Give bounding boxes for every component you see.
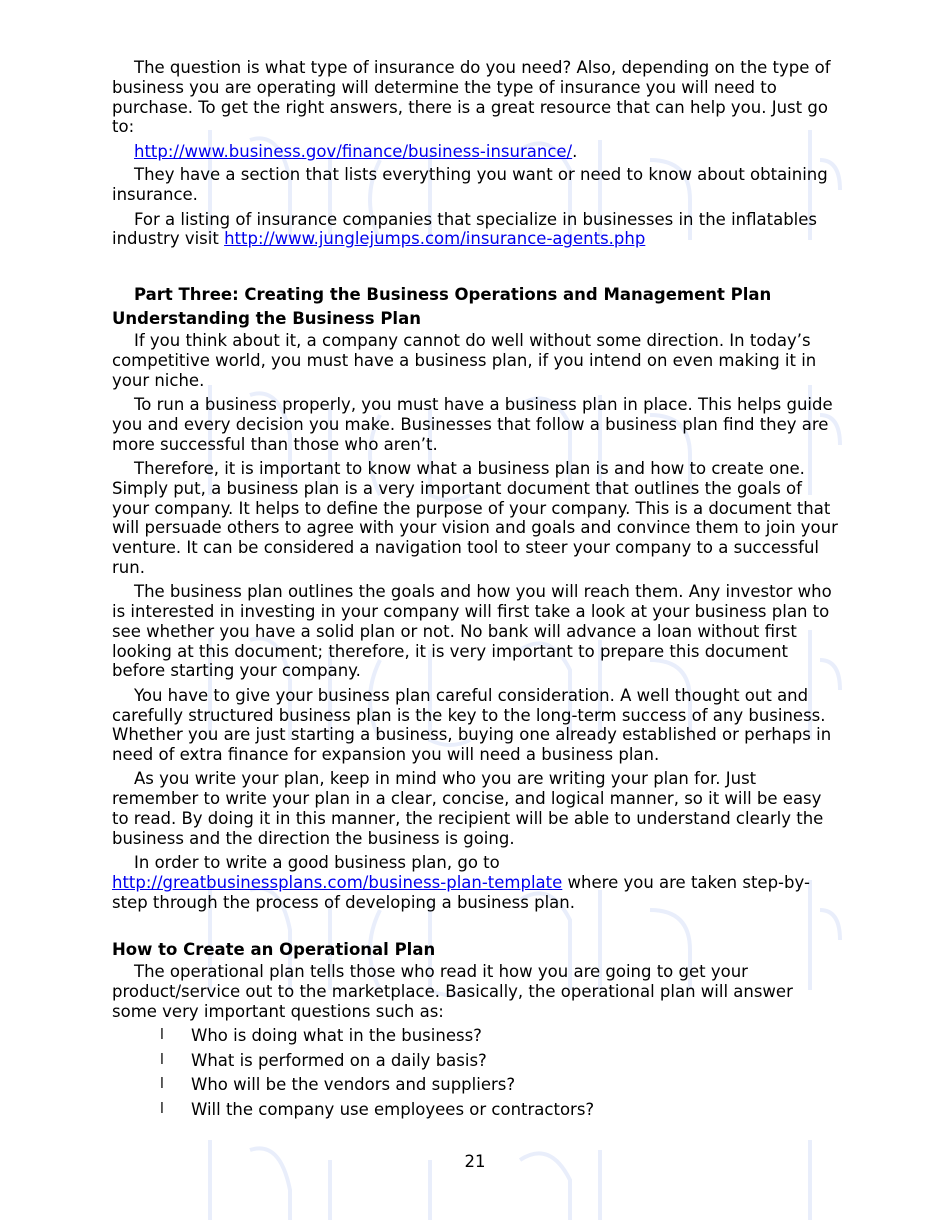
insurance-section-paragraph: They have a section that lists everything you want or need to know about obtaining insurance. — [112, 165, 828, 205]
business-plan-paragraph: To run a business properly, you must have a business plan in place. This helps guide you and every decision you make. Businesses that follow a business plan find they are more successful than those who aren’t. — [112, 395, 833, 454]
template-paragraph — [112, 853, 838, 912]
operational-plan-heading: How to Create an Operational Plan — [112, 940, 436, 960]
insurance-agents-link[interactable]: http://www.junglejumps.com/insurance-agents.php — [224, 229, 646, 249]
intro-paragraph: The question is what type of insurance do you need? Also, depending on the type of business you are operating will determine the type of insurance you will need to purchase. To get the right answers, there is a great resource that can help you. Just go to: — [112, 58, 831, 137]
insurance-listing-paragraph — [112, 210, 838, 250]
part-three-heading: Part Three: Creating the Business Operations and Management Plan — [134, 285, 772, 305]
template-suffix: where you are taken step-by-step through the process of developing a business plan. — [112, 872, 810, 912]
business-plan-paragraph: You have to give your business plan careful consideration. A well thought out and carefully structured business plan is the key to the long-term success of any business. Whether you are just starting a business, buying one already established or perhaps in need of extra finance for expansion you will need a business plan. — [112, 685, 832, 765]
business-plan-paragraph: Therefore, it is important to know what a business plan is and how to create one. Simply put, a business plan is a very important document that outlines the goals of your company. It helps to define the purpose of your company. This is a document that will persuade others to agree with your vision and goals and convince them to join your venture. It can be considered a navigation tool to steer your company to a successful run. — [112, 458, 838, 577]
bullet-icon: l — [160, 1051, 164, 1068]
list-item — [160, 1026, 838, 1046]
list-item — [160, 1051, 838, 1071]
link-suffix: . — [572, 141, 578, 161]
bullet-icon: l — [160, 1100, 164, 1117]
list-item — [160, 1075, 838, 1095]
document-page — [112, 58, 838, 1124]
list-item-text: Who is doing what in the business? — [191, 1026, 482, 1046]
list-item-text: What is performed on a daily basis? — [191, 1050, 487, 1070]
list-item-text: Who will be the vendors and suppliers? — [191, 1075, 516, 1095]
bullet-icon: l — [160, 1076, 164, 1093]
business-insurance-link[interactable]: http://www.business.gov/finance/business-insurance/ — [134, 141, 573, 161]
business-plan-template-link[interactable]: http://greatbusinessplans.com/business-plan-template — [112, 872, 563, 892]
list-item — [160, 1100, 838, 1120]
business-plan-paragraph: The business plan outlines the goals and how you will reach them. Any investor who is interested in investing in your company will first take a look at your business plan to see whether you have a solid plan or not. No bank will advance a loan without first looking at this document; therefore, it is very important to prepare this document before starting your company. — [112, 582, 832, 681]
insurance-link-line — [134, 142, 838, 162]
template-text: In order to write a good business plan, go to — [134, 853, 500, 873]
listing-text: For a listing of insurance companies that specialize in businesses in the inflatables industry visit — [112, 209, 818, 249]
operational-paragraph: The operational plan tells those who read it how you are going to get your product/service out to the marketplace. Basically, the operational plan will answer some very important questions such as: — [112, 962, 793, 1022]
bullet-icon: l — [160, 1027, 164, 1044]
questions-list — [112, 1026, 838, 1119]
list-item-text: Will the company use employees or contractors? — [191, 1099, 595, 1119]
understanding-heading: Understanding the Business Plan — [112, 309, 421, 329]
business-plan-paragraph: If you think about it, a company cannot do well without some direction. In today’s competitive world, you must have a business plan, if you intend on even making it in your niche. — [112, 331, 817, 390]
page-number: 21 — [464, 1152, 486, 1171]
business-plan-paragraph: As you write your plan, keep in mind who you are writing your plan for. Just remember to write your plan in a clear, concise, and logical manner, so it will be easy to read. By doing it in this manner, the recipient will be able to understand clearly the business and the direction the business is going. — [112, 769, 824, 848]
